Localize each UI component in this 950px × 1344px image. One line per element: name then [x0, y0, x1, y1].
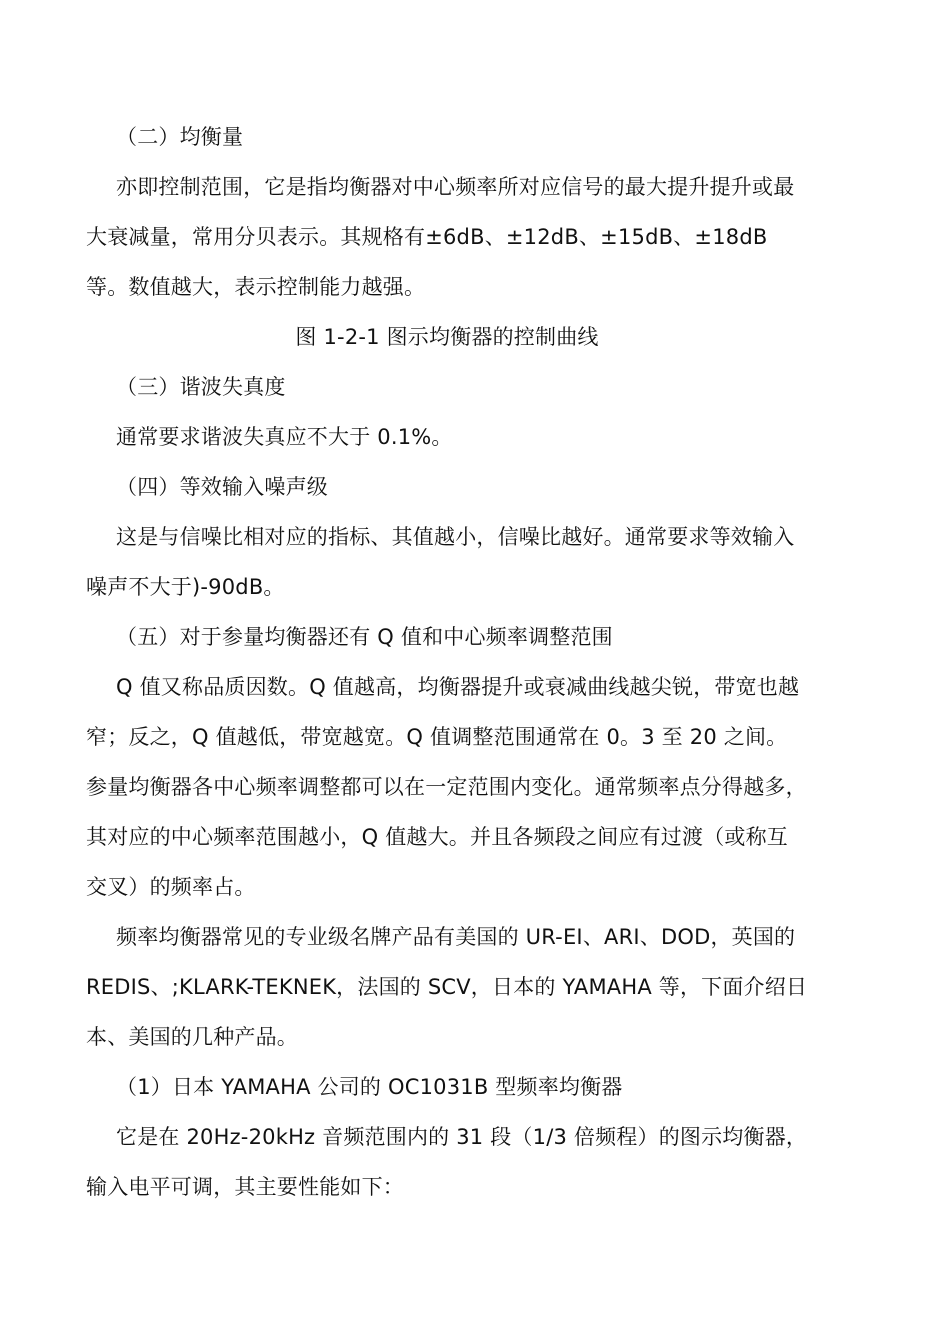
section-heading-input-noise: （四）等效输入噪声级: [116, 475, 328, 499]
document-body: [86, 112, 808, 1212]
paragraph-yamaha-description: 它是在 20Hz-20kHz 音频范围内的 31 段（1/3 倍频程）的图示均衡器，输入电平可调，其主要性能如下：: [86, 1125, 808, 1199]
figure-caption: 图 1-2-1 图示均衡器的控制曲线: [295, 325, 599, 349]
paragraph-input-noise: 这是与信噪比相对应的指标、其值越小，信噪比越好。通常要求等效输入噪声不大于)-90dB。: [86, 525, 795, 599]
paragraph-control-range: 亦即控制范围，它是指均衡器对中心频率所对应信号的最大提升提升或最大衰减量，常用分贝表示。其规格有±6dB、±12dB、±15dB、±18dB 等。数值越大，表示控制能力越强。: [86, 175, 795, 299]
paragraph-harmonic-distortion: 通常要求谐波失真应不大于 0.1%。: [116, 425, 453, 449]
section-heading-harmonic-distortion: （三）谐波失真度: [116, 375, 286, 399]
paragraph-brands: 频率均衡器常见的专业级名牌产品有美国的 UR-EI、ARI、DOD，英国的 REDIS、;KLARK-TEKNEK，法国的 SCV，日本的 YAMAHA 等，下面介绍日本、美国的几种产品。: [86, 925, 808, 1049]
paragraph-q-value: Q 值又称品质因数。Q 值越高，均衡器提升或衰减曲线越尖锐，带宽也越窄；反之，Q 值越低，带宽越宽。Q 值调整范围通常在 0。3 至 20 之间。参量均衡器各中心频率调整都可以在一定范围内变化。通常频率点分得越多，其对应的中心频率范围越小，Q 值越大。并且各频段之间应有过渡（或称互交叉）的频率占。: [86, 675, 807, 899]
section-heading-equalization-amount: （二）均衡量: [116, 125, 244, 149]
section-heading-yamaha: （1）日本 YAMAHA 公司的 OC1031B 型频率均衡器: [116, 1075, 623, 1099]
section-heading-q-value: （五）对于参量均衡器还有 Q 值和中心频率调整范围: [116, 625, 613, 649]
